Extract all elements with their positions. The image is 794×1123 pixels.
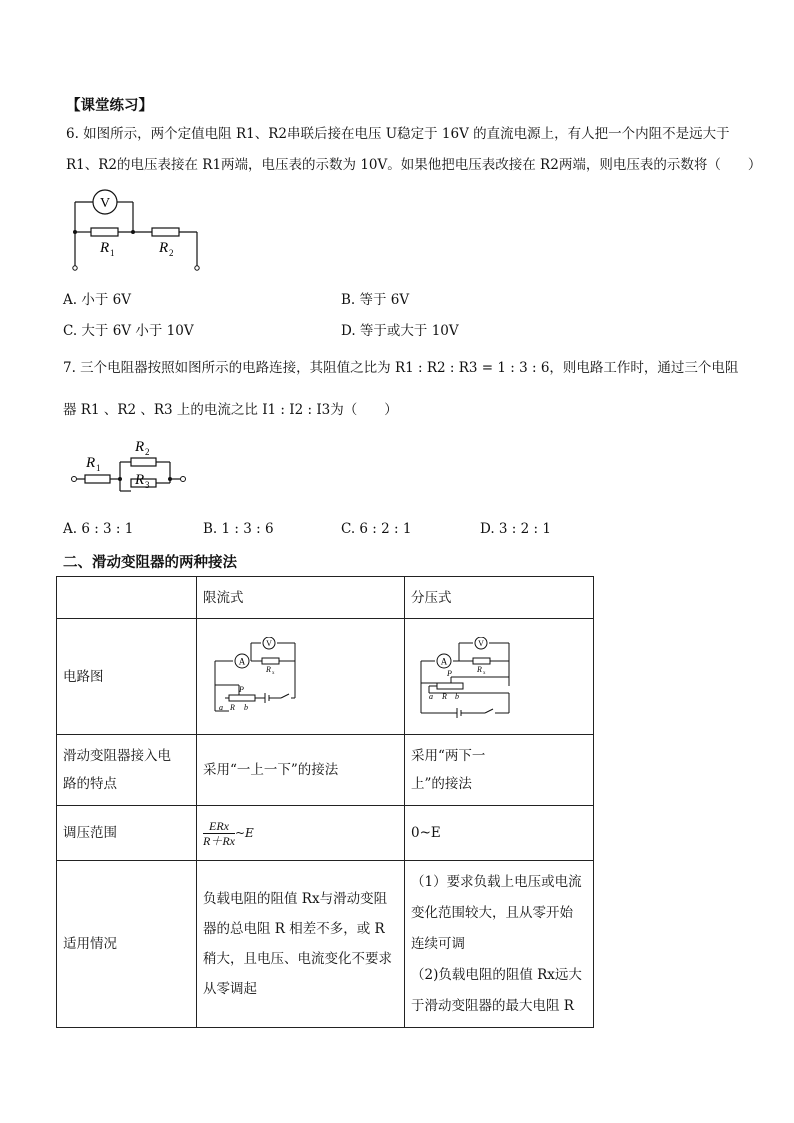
apply-voltage-divider-line: 于滑动变阻器的最大电阻 R <box>411 997 574 1014</box>
svg-text:a: a <box>219 702 223 712</box>
ammeter-icon <box>235 654 249 668</box>
row-label-apply: 适用情况 <box>57 861 197 1028</box>
label-r2: R <box>159 240 169 256</box>
svg-text:P: P <box>239 684 244 694</box>
range-fraction: $\frac{\text{ERx}}{R+Rx}$ <box>203 819 235 848</box>
header-cell-empty <box>57 577 197 619</box>
svg-text:A: A <box>440 656 448 666</box>
apply-voltage-divider-line: 变化范围较大，且从零开始 <box>411 904 573 921</box>
q7-option-d: D. 3 : 2 : 1 <box>480 521 551 537</box>
svg-text:3: 3 <box>145 480 150 490</box>
voltmeter-icon <box>93 190 117 214</box>
apply-voltage-divider-line: 连续可调 <box>411 935 465 952</box>
svg-text:P: P <box>447 668 452 678</box>
row-label-circuit: 电路图 <box>57 619 197 735</box>
svg-text:R: R <box>442 691 447 701</box>
q7-option-b: B. 1 : 3 : 6 <box>203 521 274 537</box>
svg-text:1: 1 <box>110 248 115 258</box>
voltage-divider-circuit-diagram <box>415 637 515 721</box>
q6-line1: 6. 如图所示，两个定值电阻 R1、R2串联后接在电压 U稳定于 16V 的直流电源上，有人把一个内阻不是远大于 <box>66 126 730 142</box>
svg-text:R: R <box>230 702 235 712</box>
svg-text:b: b <box>244 702 248 712</box>
table-row <box>57 861 594 1028</box>
voltmeter-icon <box>475 637 487 649</box>
table-row <box>57 735 594 806</box>
q7-circuit-figure <box>64 434 194 498</box>
q6-option-a: A. 小于 6V <box>63 292 131 308</box>
q7-option-c: C. 6 : 2 : 1 <box>341 521 412 537</box>
q6-option-c: C. 大于 6V 小于 10V <box>63 323 194 339</box>
apply-current-limiting-line: 从零调起 <box>203 981 257 997</box>
feature-voltage-divider-line2: 上”的接法 <box>411 776 472 792</box>
range-fraction-tail: ~E <box>235 826 254 840</box>
svg-text:2: 2 <box>169 248 174 258</box>
voltmeter-icon <box>263 637 275 649</box>
q6-line2: R1、R2的电压表接在 R1两端，电压表的示数为 10V。如果他把电压表改接在 R2两端，则电压表的示数将（ ） <box>66 157 762 173</box>
ammeter-icon <box>437 654 451 668</box>
current-limiting-circuit-diagram <box>207 637 303 721</box>
svg-text:V: V <box>266 638 272 648</box>
rheostat-comparison-table <box>56 576 594 1028</box>
row-label-feature-line2: 路的特点 <box>63 776 117 792</box>
table-row <box>57 619 594 735</box>
apply-current-limiting-line: 器的总电阻 R 相差不多，或 R <box>203 921 385 937</box>
row-label-feature-line1: 滑动变阻器接入电 <box>63 748 171 764</box>
svg-text:R: R <box>266 664 271 674</box>
apply-voltage-divider-line: （2)负载电阻的阻值 Rx远大 <box>411 966 582 983</box>
q7-line1: 7. 三个电阻器按照如图所示的电路连接，其阻值之比为 R1 : R2 : R3 = 1 : 3 : 6，则电路工作时，通过三个电阻 <box>63 360 739 376</box>
header-cell-voltage-divider: 分压式 <box>405 577 594 619</box>
label-r1: R <box>86 455 96 471</box>
q7-line2: 器 R1 、R2 、R3 上的电流之比 I1 : I2 : I3为（ ） <box>63 402 398 418</box>
svg-text:x: x <box>483 670 486 676</box>
svg-text:A: A <box>238 656 246 666</box>
svg-text:V: V <box>99 196 111 211</box>
svg-text:V: V <box>478 638 484 648</box>
q7-option-a: A. 6 : 3 : 1 <box>63 521 134 537</box>
q6-option-b: B. 等于 6V <box>341 292 410 308</box>
apply-current-limiting-line: 稍大，且电压、电流变化不要求 <box>203 951 392 967</box>
svg-text:2: 2 <box>145 447 150 457</box>
label-r3: R <box>135 472 145 488</box>
svg-text:b: b <box>455 691 459 701</box>
section-tag: 【课堂练习】 <box>66 98 153 114</box>
section2-title: 二、滑动变阻器的两种接法 <box>63 555 237 571</box>
table-row <box>57 577 594 619</box>
svg-text:x: x <box>272 670 275 676</box>
feature-current-limiting: 采用“一上一下”的接法 <box>197 735 405 806</box>
q6-circuit-figure <box>70 186 210 272</box>
feature-voltage-divider-line1: 采用“两下一 <box>411 748 486 764</box>
range-voltage-divider: 0~E <box>405 806 594 861</box>
row-label-range: 调压范围 <box>57 806 197 861</box>
apply-current-limiting-line: 负载电阻的阻值 Rx与滑动变阻 <box>203 891 388 907</box>
svg-text:1: 1 <box>96 463 101 473</box>
apply-voltage-divider-line: （1）要求负载上电压或电流 <box>411 873 582 890</box>
q6-option-d: D. 等于或大于 10V <box>341 323 459 339</box>
label-r1: R <box>100 240 110 256</box>
table-row <box>57 806 594 861</box>
svg-text:R: R <box>477 664 482 674</box>
header-cell-current-limiting: 限流式 <box>197 577 405 619</box>
label-r2: R <box>135 439 145 455</box>
svg-text:a: a <box>429 691 433 701</box>
